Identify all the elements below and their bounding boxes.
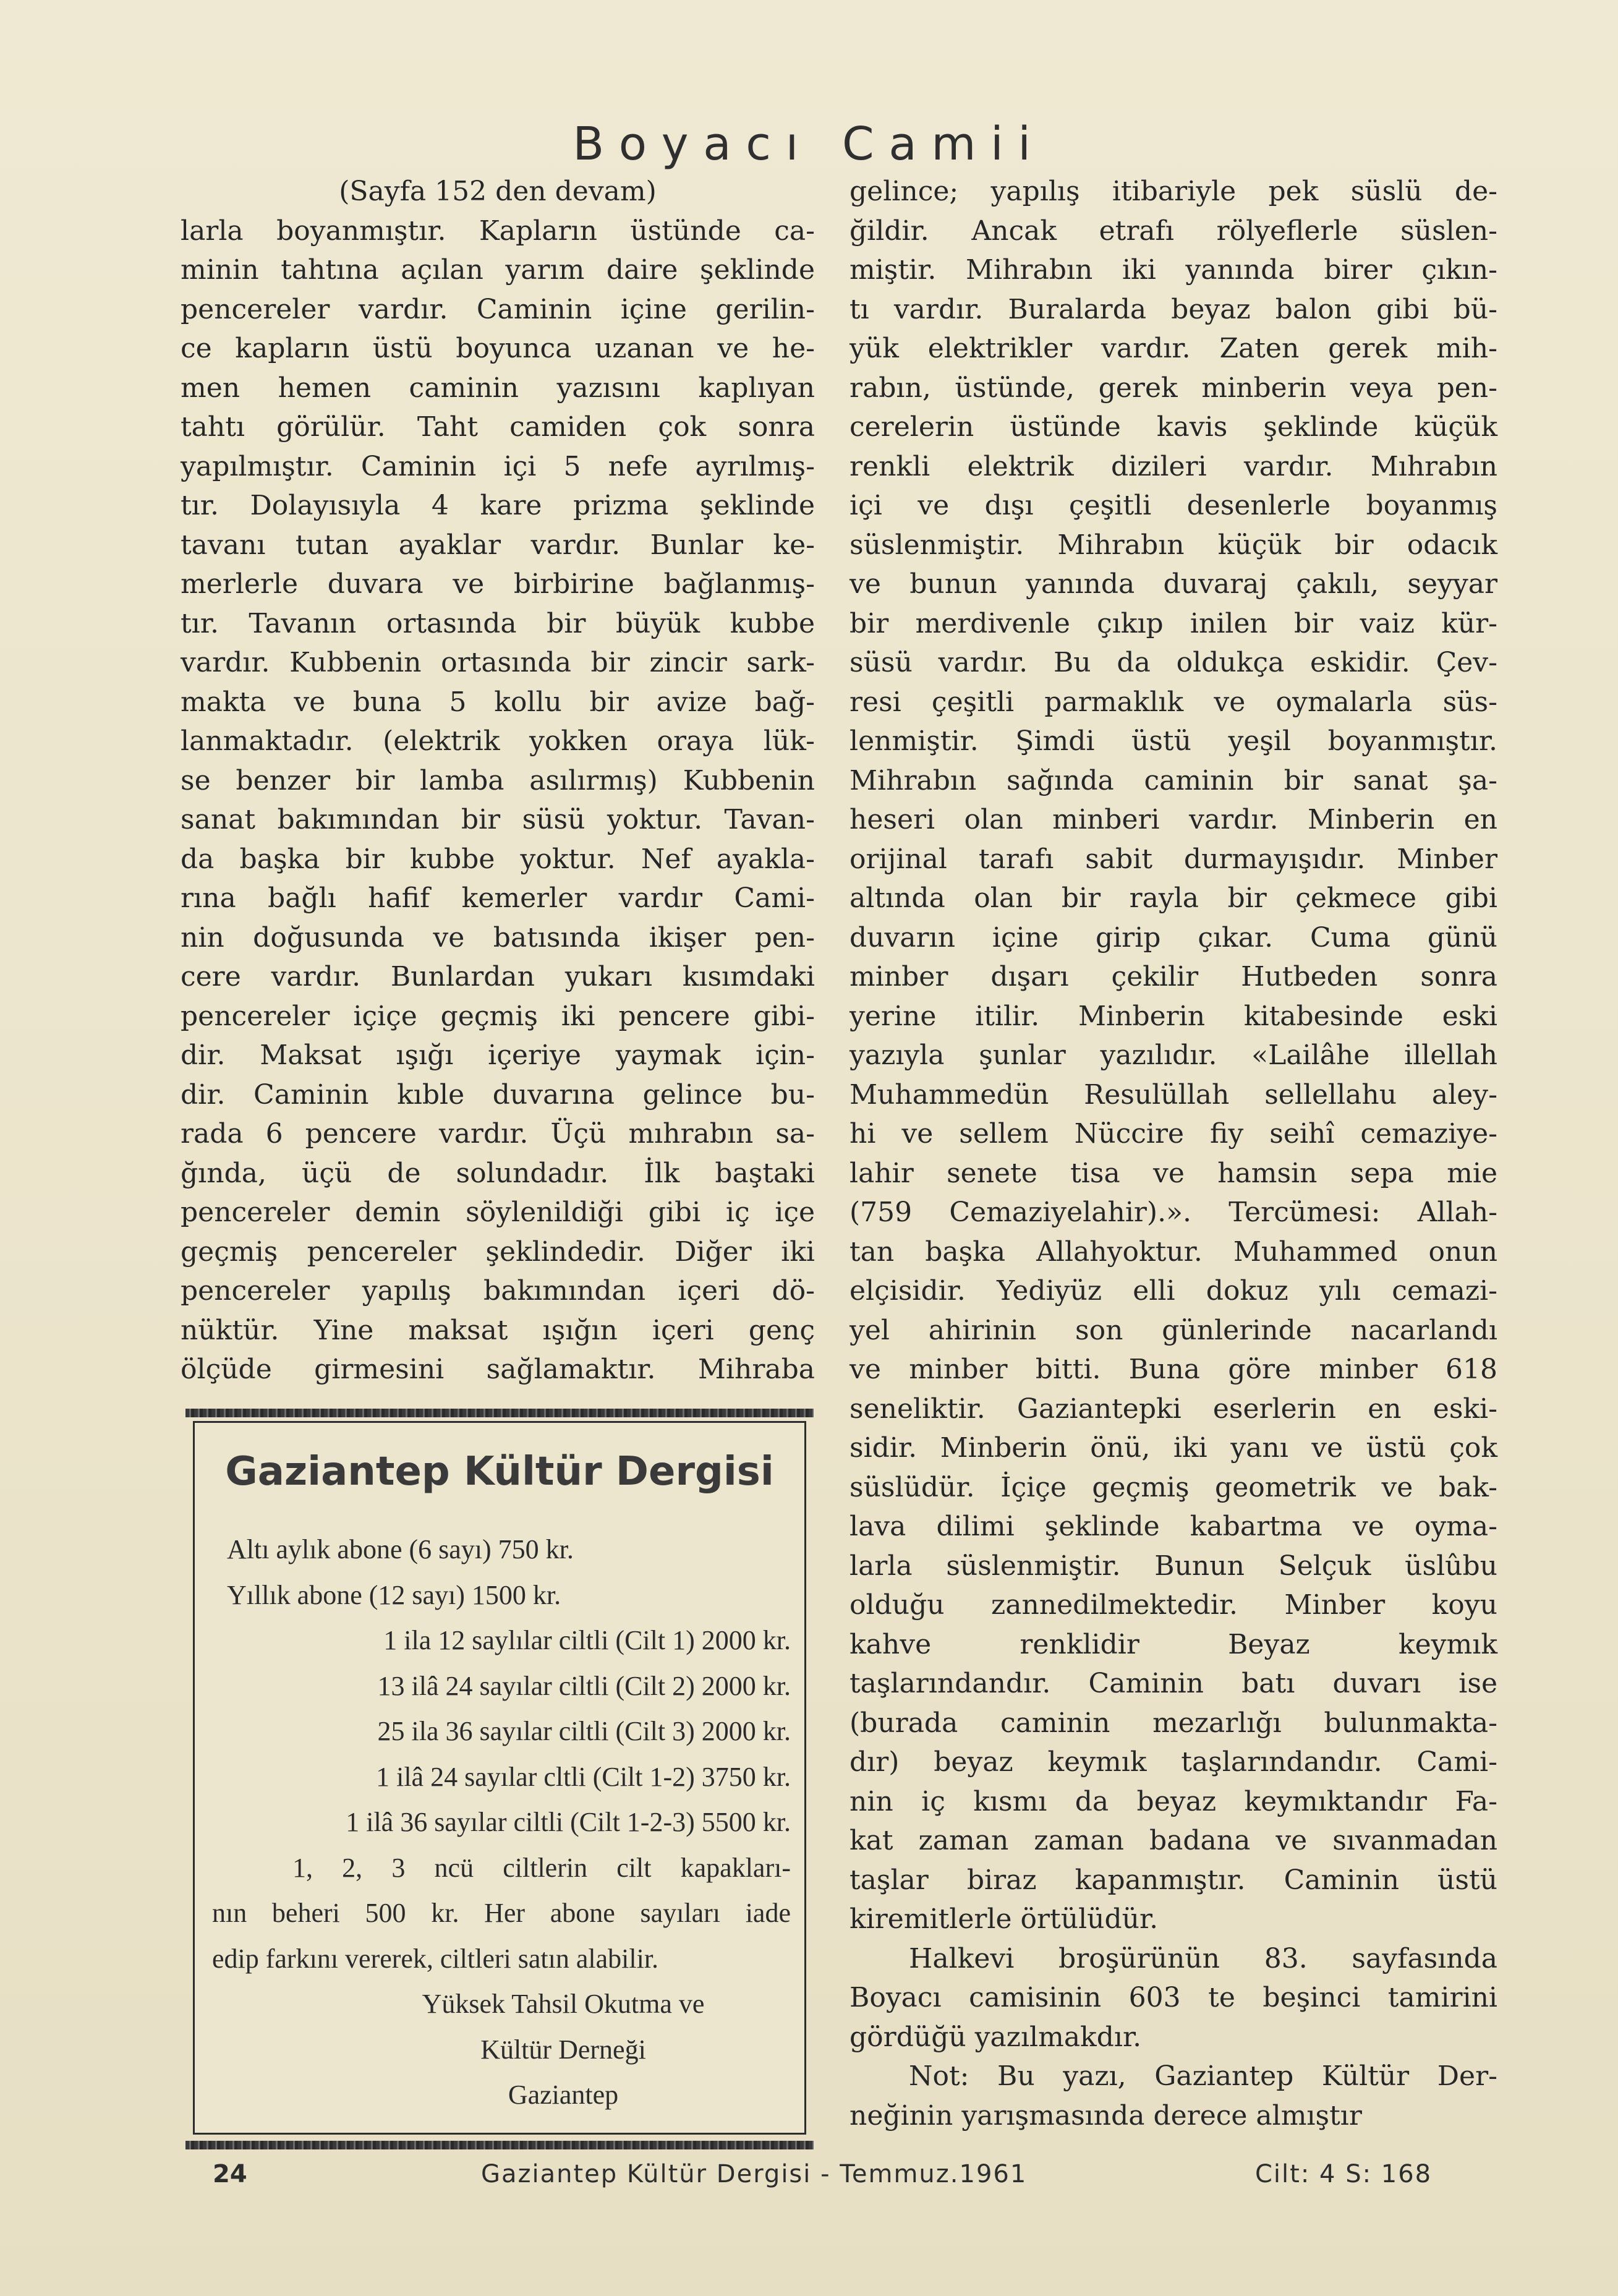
ad-line: Altı aylık abone (6 sayı) 750 kr. bbox=[227, 1534, 574, 1564]
text-line: altında olan bir rayla bir çekmece gibi bbox=[849, 882, 1497, 914]
ad-line: 1 ila 12 saylılar ciltli (Cilt 1) 2000 kr. bbox=[383, 1625, 791, 1655]
text-line: dır) beyaz keymık taşlarındandır. Cami- bbox=[849, 1746, 1497, 1778]
ad-signature-line: Yüksek Tahsil Okutma ve bbox=[422, 1989, 705, 2019]
text-line: larla boyanmıştır. Kapların üstünde ca- bbox=[181, 215, 815, 247]
text-line: sanat bakımından bir süsü yoktur. Tavan- bbox=[181, 804, 815, 835]
text-line: heseri olan minberi vardır. Minberin en bbox=[849, 804, 1497, 835]
text-line: Boyacı camisinin 603 te beşinci tamirini bbox=[849, 1982, 1497, 2013]
page-number: 24 bbox=[213, 2160, 247, 2188]
text-line: süsü vardır. Bu da oldukça eskidir. Çev- bbox=[849, 647, 1497, 678]
text-line: (759 Cemaziyelahir).». Tercümesi: Allah- bbox=[849, 1197, 1497, 1228]
text-line: tavanı tutan ayaklar vardır. Bunlar ke- bbox=[181, 529, 815, 561]
text-line: taşlarındandır. Caminin batı duvarı ise bbox=[849, 1668, 1497, 1699]
text-line: tır. Tavanın ortasında bir büyük kubbe bbox=[181, 607, 815, 639]
text-line: pencereler yapılış bakımından içeri dö- bbox=[181, 1275, 815, 1307]
text-line: yerine itilir. Minberin kitabesinde eski bbox=[849, 1000, 1497, 1032]
text-line: yük elektrikler vardır. Zaten gerek mih- bbox=[849, 333, 1497, 364]
text-line: pencereler içiçe geçmiş iki pencere gibi- bbox=[181, 1000, 815, 1032]
ad-border-top bbox=[185, 1409, 814, 1417]
text-line: lanmaktadır. (elektrik yokken oraya lük- bbox=[181, 725, 815, 757]
text-line: süslüdür. İçiçe geçmiş geometrik ve bak- bbox=[849, 1471, 1497, 1503]
text-line: rına bağlı hafif kemerler vardır Cami- bbox=[181, 882, 815, 914]
text-line: nüktür. Yine maksat ışığın içeri genç bbox=[181, 1314, 815, 1346]
text-line: bir merdivenle çıkıp inilen bir vaiz kür- bbox=[849, 607, 1497, 639]
ad-line: 25 ila 36 sayılar ciltli (Cilt 3) 2000 kr. bbox=[377, 1716, 791, 1746]
text-line: Halkevi broşürünün 83. sayfasında bbox=[909, 1942, 1497, 1974]
ad-line: Yıllık abone (12 sayı) 1500 kr. bbox=[227, 1579, 561, 1610]
text-line: kat zaman zaman badana ve sıvanmadan bbox=[849, 1825, 1497, 1856]
text-line: ğında, üçü de solundadır. İlk baştaki bbox=[181, 1157, 815, 1189]
text-line: cere vardır. Bunlardan yukarı kısımdaki bbox=[181, 961, 815, 992]
text-line: ölçüde girmesini sağlamaktır. Mihraba bbox=[181, 1354, 815, 1385]
ad-line: 1, 2, 3 ncü ciltlerin cilt kapakları- bbox=[292, 1852, 791, 1883]
text-line: elçisidir. Yediyüz elli dokuz yılı cemazi- bbox=[849, 1275, 1497, 1307]
text-line: dir. Maksat ışığı içeriye yaymak için- bbox=[181, 1039, 815, 1071]
ad-line: edip farkını vererek, ciltleri satın alabilir. bbox=[212, 1943, 659, 1974]
text-line: pencereler vardır. Caminin içine gerilin- bbox=[181, 293, 815, 325]
footer-volume: Cilt: 4 S: 168 bbox=[1255, 2160, 1433, 2188]
text-line: vardır. Kubbenin ortasında bir zincir sark- bbox=[181, 647, 815, 678]
text-line: makta ve buna 5 kollu bir avize bağ- bbox=[181, 686, 815, 718]
text-line: pencereler demin söylenildiği gibi iç içe bbox=[181, 1197, 815, 1228]
text-line: renkli elektrik dizileri vardır. Mıhrabın bbox=[849, 450, 1497, 482]
text-line: Mihrabın sağında caminin bir sanat şa- bbox=[849, 764, 1497, 796]
text-line: hi ve sellem Nüccire fiy seihî cemaziye- bbox=[849, 1118, 1497, 1150]
ad-price-list bbox=[212, 1527, 791, 2118]
text-line: Not: Bu yazı, Gaziantep Kültür Der- bbox=[909, 2060, 1497, 2092]
text-line: Muhammedün Resulüllah sellellahu aley- bbox=[849, 1078, 1497, 1111]
text-line: larla süslenmiştir. Bunun Selçuk üslûbu bbox=[849, 1550, 1497, 1582]
text-line: sidir. Minberin önü, iki yanı ve üstü çok bbox=[849, 1432, 1497, 1464]
text-line: yapılmıştır. Caminin içi 5 nefe ayrılmış- bbox=[181, 450, 815, 482]
text-line: ve minber bitti. Buna göre minber 618 bbox=[849, 1354, 1497, 1385]
ad-title: Gaziantep Kültür Dergisi bbox=[225, 1449, 774, 1495]
text-line: nin doğusunda ve batısında ikişer pen- bbox=[181, 921, 815, 954]
text-line: minin tahtına açılan yarım daire şeklinde bbox=[181, 254, 815, 286]
text-line: duvarın içine girip çıkar. Cuma günü bbox=[849, 921, 1497, 954]
subscription-ad-box bbox=[193, 1421, 806, 2135]
text-line: geçmiş pencereler şeklindedir. Diğer iki bbox=[181, 1235, 815, 1268]
text-line: kahve renklidir Beyaz keymık bbox=[849, 1628, 1497, 1660]
text-line: içi ve dışı çeşitli desenlerle boyanmış bbox=[849, 490, 1497, 521]
text-line: (burada caminin mezarlığı bulunmakta- bbox=[849, 1707, 1497, 1739]
text-line: men hemen caminin yazısını kaplıyan bbox=[181, 372, 815, 404]
footer-publication: Gaziantep Kültür Dergisi - Temmuz.1961 bbox=[481, 2160, 1028, 2188]
text-line: yel ahirinin son günlerinde nacarlandı bbox=[849, 1314, 1497, 1346]
ad-signature-line: Gaziantep bbox=[508, 2080, 619, 2110]
text-line: ve bunun yanında duvaraj çakılı, seyyar bbox=[849, 568, 1497, 600]
text-line: ğildir. Ancak etrafı rölyeflerle süslen- bbox=[849, 215, 1497, 247]
ad-signature-line: Kültür Derneği bbox=[480, 2034, 646, 2065]
text-line: da başka bir kubbe yoktur. Nef ayakla- bbox=[181, 843, 815, 875]
text-line: lava dilimi şeklinde kabartma ve oyma- bbox=[849, 1511, 1497, 1542]
ad-line: 13 ilâ 24 sayılar ciltli (Cilt 2) 2000 kr. bbox=[377, 1670, 791, 1701]
text-line: gelince; yapılış itibariyle pek süslü de- bbox=[849, 176, 1497, 207]
text-line: dir. Caminin kıble duvarına gelince bu- bbox=[181, 1078, 815, 1111]
text-line: rabın, üstünde, gerek minberin veya pen- bbox=[849, 372, 1497, 404]
text-line: tahtı görülür. Taht camiden çok sonra bbox=[181, 411, 815, 443]
text-line: orijinal tarafı sabit durmayışıdır. Minber bbox=[849, 843, 1497, 875]
text-line: lenmiştir. Şimdi üstü yeşil boyanmıştır. bbox=[849, 725, 1497, 757]
text-line: cerelerin üstünde kavis şeklinde küçük bbox=[849, 411, 1497, 443]
text-line: se benzer bir lamba asılırmış) Kubbenin bbox=[181, 764, 815, 796]
text-line: merlerle duvara ve birbirine bağlanmış- bbox=[181, 568, 815, 600]
text-line: miştir. Mihrabın iki yanında birer çıkın- bbox=[849, 254, 1497, 286]
text-line: kiremitlerle örtülüdür. bbox=[849, 1903, 1159, 1935]
text-line: tan başka Allahyoktur. Muhammed onun bbox=[849, 1235, 1497, 1268]
ad-line: nın beheri 500 kr. Her abone sayıları iade bbox=[212, 1898, 791, 1928]
text-line: resi çeşitli parmaklık ve oymalarla süs- bbox=[849, 686, 1497, 718]
left-column bbox=[181, 172, 815, 1389]
text-line: neğinin yarışmasında derece almıştır bbox=[849, 2099, 1362, 2132]
text-line: seneliktir. Gaziantepki eserlerin en eski- bbox=[849, 1393, 1497, 1425]
ad-line: 1 ilâ 36 sayılar ciltli (Cilt 1-2-3) 5500 kr. bbox=[346, 1807, 791, 1837]
text-line: rada 6 pencere vardır. Üçü mıhrabın sa- bbox=[181, 1118, 815, 1150]
text-line: olduğu zannedilmektedir. Minber koyu bbox=[849, 1589, 1497, 1621]
text-line: nin iç kısmı da beyaz keymıktandır Fa- bbox=[849, 1785, 1497, 1817]
text-line: yazıyla şunlar yazılıdır. «Lailâhe illellah bbox=[849, 1039, 1497, 1071]
text-line: lahir senete tisa ve hamsin sepa mie bbox=[849, 1157, 1497, 1189]
text-line: (Sayfa 152 den devam) bbox=[339, 176, 657, 207]
text-line: tır. Dolayısıyla 4 kare prizma şeklinde bbox=[181, 490, 815, 521]
right-column bbox=[849, 172, 1497, 2135]
article-title: Boyacı Camii bbox=[573, 117, 1045, 171]
text-line: taşlar biraz kapanmıştır. Caminin üstü bbox=[849, 1864, 1497, 1896]
text-line: tı vardır. Buralarda beyaz balon gibi bü- bbox=[849, 293, 1497, 325]
ad-border-bottom bbox=[185, 2141, 814, 2149]
text-line: gördüğü yazılmakdır. bbox=[849, 2021, 1142, 2053]
text-line: minber dışarı çekilir Hutbeden sonra bbox=[849, 961, 1497, 992]
text-line: süslenmiştir. Mihrabın küçük bir odacık bbox=[849, 529, 1497, 561]
ad-line: 1 ilâ 24 sayılar cltli (Cilt 1-2) 3750 kr. bbox=[376, 1761, 791, 1792]
text-line: ce kapların üstü boyunca uzanan ve he- bbox=[181, 333, 815, 364]
